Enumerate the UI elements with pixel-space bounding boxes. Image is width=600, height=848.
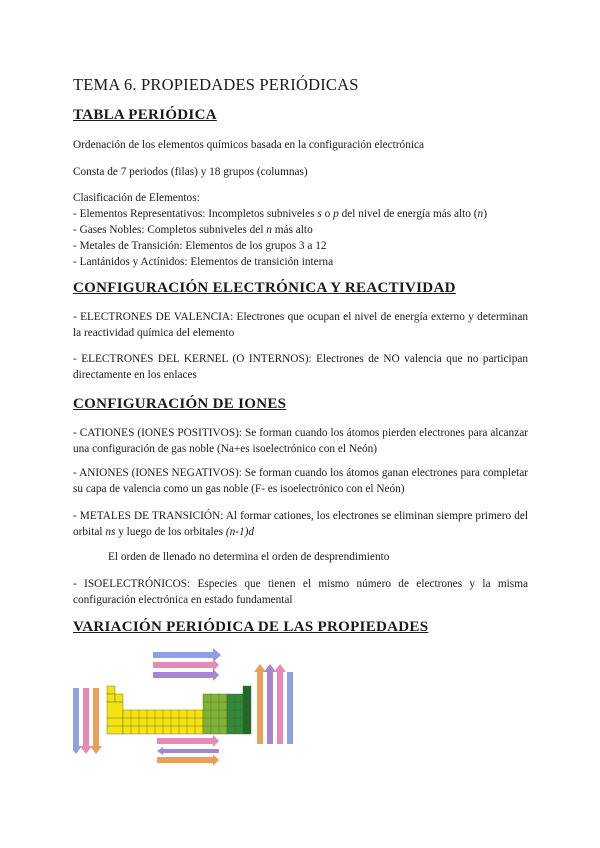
- paragraph-periodos-grupos: Consta de 7 periodos (filas) y 18 grupos (columnas): [73, 166, 308, 178]
- item-text-n: n: [477, 208, 484, 220]
- horizontal-arrows-bottom: [157, 735, 219, 766]
- item-text: - Gases Nobles: Completos subniveles del: [73, 224, 267, 236]
- item-text-c: ): [483, 208, 487, 220]
- note-orden-llenado: El orden de llenado no determina el orden de desprendimiento: [108, 551, 390, 563]
- section-heading-tabla-periodica: TABLA PERIÓDICA: [73, 107, 217, 123]
- horizontal-arrows-top: [153, 648, 221, 681]
- clasificacion-item-representativos: [73, 206, 528, 222]
- page-title: TEMA 6. PROPIEDADES PERIÓDICAS: [73, 75, 359, 94]
- item-text-o: o: [321, 208, 334, 220]
- paragraph-aniones: - ANIONES (IONES NEGATIVOS): Se forman cuando los átomos ganan electrones para completar su capa de valencia como un gas noble (F- es isoelectrónico con el Neón): [73, 467, 528, 495]
- paragraph-text: - METALES DE TRANSICIÓN: Al formar cationes, los electrones se eliminan siempre primero del orbital: [73, 510, 528, 538]
- item-text-s: s: [317, 208, 322, 220]
- vertical-arrows-left: [73, 688, 102, 754]
- clasificacion-item-metales-transicion: - Metales de Transición: Elementos de los grupos 3 a 12: [73, 240, 327, 252]
- paragraph-metales-transicion: [73, 508, 528, 540]
- clasificacion-item-lantanidos: - Lantánidos y Actínidos: Elementos de transición interna: [73, 256, 334, 268]
- paragraph-ordenacion: Ordenación de los elementos químicos basada en la configuración electrónica: [73, 139, 425, 151]
- paragraph-cationes: - CATIONES (IONES POSITIVOS): Se forman cuando los átomos pierden electrones para alcanzar una configuración de gas noble (Na+es isoelectrónico con el Neón): [73, 427, 528, 455]
- paragraph-text-ns: ns: [105, 526, 116, 538]
- item-text-n: n: [266, 224, 272, 236]
- clasificacion-item-gases-nobles: [73, 222, 528, 238]
- paragraph-isoelectronicos: - ISOELECTRÓNICOS: Especies que tienen el mismo número de electrones y la misma configuración electrónica en estado fundamental: [73, 578, 528, 606]
- item-text-p: p: [333, 208, 339, 220]
- paragraph-electrones-kernel: - ELECTRONES DEL KERNEL (O INTERNOS): Electrones de NO valencia que no participan directamente en los enlaces: [73, 353, 528, 381]
- section-heading-variacion-periodica: VARIACIÓN PERIÓDICA DE LAS PROPIEDADES: [73, 619, 429, 635]
- clasificacion-title: Clasificación de Elementos:: [73, 192, 200, 204]
- section-heading-configuracion-iones: CONFIGURACIÓN DE IONES: [73, 396, 287, 412]
- item-text-b: más alto: [271, 224, 313, 236]
- paragraph-electrones-valencia: - ELECTRONES DE VALENCIA: Electrones que ocupan el nivel de energía externo y determinan la reactividad química del elemento: [73, 311, 528, 339]
- periodic-trends-figure: [73, 646, 293, 768]
- section-heading-configuracion-reactividad: CONFIGURACIÓN ELECTRÓNICA Y REACTIVIDAD: [73, 280, 456, 296]
- item-text-b: del nivel de energía más alto (: [338, 208, 478, 220]
- paragraph-text-nd: (n-1)d: [225, 526, 255, 538]
- item-text: - Elementos Representativos: Incompletos subniveles: [73, 208, 318, 220]
- paragraph-text-b: y luego de los orbitales: [115, 526, 226, 538]
